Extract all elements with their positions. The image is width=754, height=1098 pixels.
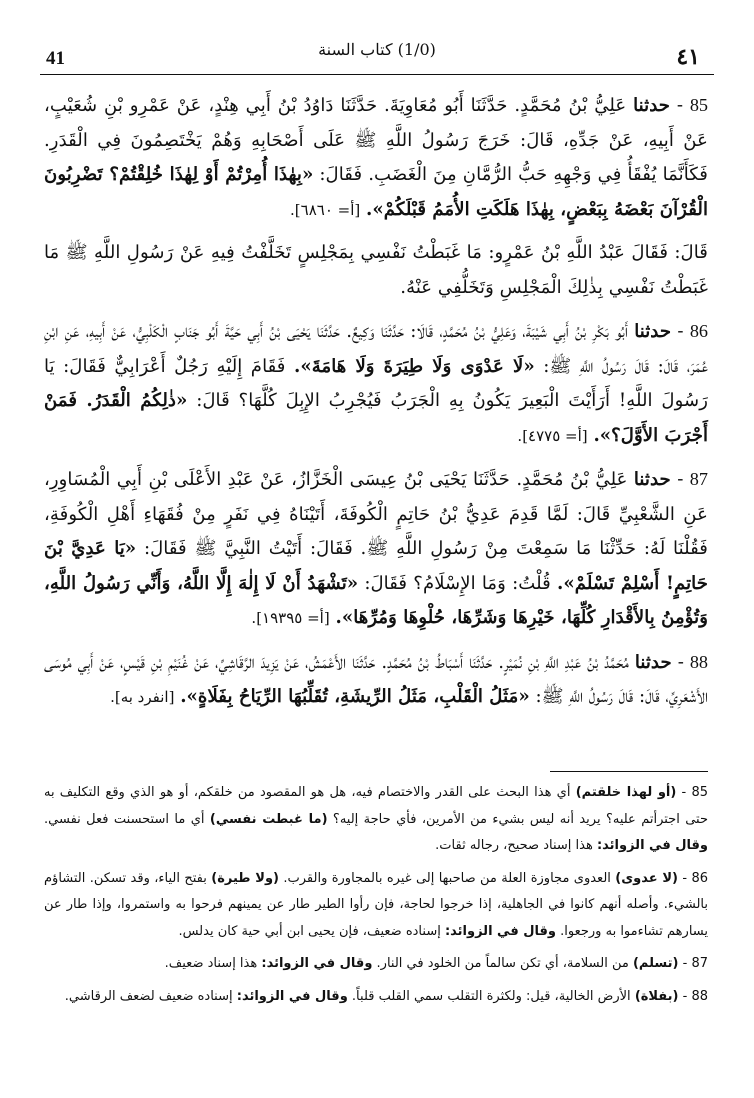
hadith-85-continuation [44, 236, 708, 305]
prophetic-quote: «تَشْهَدُ أَنْ لَا إِلٰهَ إِلَّا اللَّهُ، وَأَنِّي رَسُولُ اللَّهِ، وَتُؤْمِنُ بِالأَقْدَارِ كُلِّهَا، خَيْرِهَا وَشَرِّهَا، حُلْوِهَا وَمُرِّهَا». [44, 572, 708, 628]
footnote-number: 86 [691, 870, 708, 886]
footnote-text: أي ما استحسنت فعل نفسي. [44, 811, 205, 827]
page-number-arabic: ٤١ [676, 44, 700, 70]
footnote-86: 86 - (لا عدوى) العدوى مجاوزة العلة من صاحبها إلى غيره بالمجاورة والقرب. (ولا طيرة) بفتح الياء، وقد تسكن. التشاؤم بالشيء. وأصله أنهم كانوا في الجاهلية، إذا خرجوا لحاجة، فإن رأوا الطير طار عن يمينهم فرحوا به واستمروا، وإذا طار عن يسارهم تشاءموا به ورجعوا. وقال في الزوائد: إسناده ضعيف، فإن يحيى ابن أبي حية كان يدلس. [44, 870, 708, 939]
hadith-text: عَلِيُّ بْنُ مُحَمَّدٍ. حَدَّثَنَا يَحْيَى بْنُ عِيسَى الْخَزَّازُ، عَنْ عَبْدِ الأَعْلَى بْنِ أَبِي الْمُسَاوِرِ، عَنِ الشَّعْبِيِّ قَالَ: لَمَّا قَدِمَ عَدِيُّ بْنُ حَاتِمٍ الْكُوفَةَ، أَتَيْنَاهُ فِي نَفَرٍ مِنْ فُقَهَاءِ أَهْلِ الْكُوفَةِ، فَقُلْنَا لَهُ: حَدِّثْنَا مَا سَمِعْتَ مِنْ رَسُولِ اللَّهِ ﷺ. فَقَالَ: أَتَيْتُ النَّبِيَّ ﷺ فَقَالَ: [44, 469, 708, 559]
hadith-85: 85 - حدثنا عَلِيُّ بْنُ مُحَمَّدٍ. حَدَّثَنَا أَبُو مُعَاوِيَةَ. حَدَّثَنَا دَاوُدُ بْنُ أَبِي هِنْدٍ، عَنْ عَمْرِو بْنِ شُعَيْبٍ، عَنْ أَبِيهِ، عَنْ جَدِّهِ، قَالَ: خَرَجَ رَسُولُ اللَّهِ ﷺ عَلَى أَصْحَابِهِ وَهُمْ يَخْتَصِمُونَ فِي الْقَدَرِ. فَكَأَنَّمَا يُفْقَأُ فِي وَجْهِهِ حَبُّ الرُّمَّانِ مِنَ الْغَضَبِ. فَقَالَ: «بِهٰذَا أُمِرْتُمْ أَوْ لِهٰذَا خُلِقْتُمْ؟ تَضْرِبُونَ الْقُرْآنَ بَعْضَهُ بِبَعْضٍ، بِهٰذَا هَلَكَتِ الأُمَمُ قَبْلَكُمْ». [أ= ٦٨٦٠]. [44, 95, 708, 220]
hadith-body [44, 88, 708, 724]
footnote-term: (ما غبطت نفسي) [209, 811, 328, 827]
prophetic-quote: «ذٰلِكُمُ الْقَدَرُ. فَمَنْ أَجْرَبَ الأَوَّلَ؟». [44, 390, 708, 446]
hadith-reference: [أ= ١٩٣٩٥]. [251, 609, 330, 627]
hadith-lead: حدثنا [634, 321, 672, 342]
footnotes [44, 780, 708, 1016]
footnote-number: 85 [691, 785, 708, 800]
footnote-zawaid-label: وقال في الزوائد: [444, 923, 556, 939]
hadith-number: 88 [689, 651, 708, 672]
prophetic-quote: «لَا عَدْوَى وَلَا طِيَرَةَ وَلَا هَامَةَ». [294, 355, 535, 377]
page-header [40, 34, 714, 75]
hadith-text: عَلِيُّ بْنُ مُحَمَّدٍ. حَدَّثَنَا أَبُو مُعَاوِيَةَ. حَدَّثَنَا دَاوُدُ بْنُ أَبِي هِنْدٍ، عَنْ عَمْرِو بْنِ شُعَيْبٍ، عَنْ أَبِيهِ، عَنْ جَدِّهِ، قَالَ: خَرَجَ رَسُولُ اللَّهِ ﷺ عَلَى أَصْحَابِهِ وَهُمْ يَخْتَصِمُونَ فِي الْقَدَرِ. فَكَأَنَّمَا يُفْقَأُ فِي وَجْهِهِ حَبُّ الرُّمَّانِ مِنَ الْغَضَبِ. فَقَالَ: [44, 95, 708, 185]
footnote-zawaid-label: وقال في الزوائد: [596, 838, 708, 853]
hadith-lead: حدثنا [634, 651, 672, 673]
footnote-term: (تسلم) [632, 956, 679, 971]
prophetic-quote: «مَثَلُ الْقَلْبِ، مَثَلُ الرِّيشَةِ، تُقَلِّبُهَا الرِّيَاحُ بِفَلَاةٍ». [180, 686, 530, 707]
footnote-text: من السلامة، أي تكن سالماً من الخلود في النار. [376, 956, 629, 971]
footnote-88: 88 - (بفلاة) الأرض الخالية، قيل: ولكثرة التقلب سمي القلب قلباً. وقال في الزوائد: إسناده ضعيف لضعف الرقاشي. [64, 988, 708, 1004]
footnote-text: العدوى مجاوزة العلة من صاحبها إلى غيره بالمجاورة والقرب. [283, 870, 611, 886]
footnote-text: إسناده ضعيف لضعف الرقاشي. [64, 988, 233, 1004]
hadith-text: فَقَامَ إِلَيْهِ رَجُلٌ أَعْرَابِيٌّ فَقَالَ: يَا رَسُولَ اللَّهِ! أَرَأَيْتَ الْبَعِيرَ يَكُونُ بِهِ الْجَرَبُ فَيُجْرِبُ الإِبِلَ كُلَّهَا؟ قَالَ: [44, 355, 708, 411]
hadith-text: مُحَمَّدُ بْنُ عَبْدِ اللَّهِ بْنِ نُمَيْرٍ. حَدَّثَنَا أَسْبَاطُ بْنُ مُحَمَّدٍ. حَدَّثَنَا الأَعْمَشُ، عَنْ يَزِيدَ الرَّقَاشِيِّ، عَنْ غُنَيْمِ بْنِ قَيْسٍ، عَنْ أَبِي مُوسَى الأَشْعَرِيِّ، قَالَ: قَالَ رَسُولُ اللَّهِ ﷺ: [44, 651, 708, 707]
footnote-term: (أو لهذا خلقتم) [575, 785, 677, 800]
footnote-term: (ولا طيرة) [211, 870, 279, 886]
prophetic-quote: «يَا عَدِيَّ بْنَ حَاتِمٍ! أَسْلِمْ تَسْلَمْ». [44, 538, 708, 594]
footnote-separator [550, 771, 708, 772]
hadith-88: 88 - حدثنا مُحَمَّدُ بْنُ عَبْدِ اللَّهِ بْنِ نُمَيْرٍ. حَدَّثَنَا أَسْبَاطُ بْنُ مُحَمَّدٍ. حَدَّثَنَا الأَعْمَشُ، عَنْ يَزِيدَ الرَّقَاشِيِّ، عَنْ غُنَيْمِ بْنِ قَيْسٍ، عَنْ أَبِي مُوسَى الأَشْعَرِيِّ، قَالَ: قَالَ رَسُولُ اللَّهِ ﷺ: «مَثَلُ الْقَلْبِ، مَثَلُ الرِّيشَةِ، تُقَلِّبُهَا الرِّيَاحُ بِفَلَاةٍ». [انفرد به]. [44, 651, 708, 707]
footnote-text: هذا إسناد صحيح، رجاله ثقات. [435, 838, 593, 853]
footnote-87: 87 - (تسلم) من السلامة، أي تكن سالماً من الخلود في النار. وقال في الزوائد: هذا إسناد ضعيف. [164, 956, 708, 971]
footnote-term: (بفلاة) [634, 988, 679, 1004]
running-title: (1/0) كتاب السنة [318, 40, 436, 59]
hadith-reference: [أ= ٦٨٦٠]. [290, 200, 361, 219]
hadith-number: 87 [689, 469, 708, 489]
hadith-text: قَالَ: فَقَالَ عَبْدُ اللَّهِ بْنُ عَمْرٍو: مَا غَبَطْتُ نَفْسِي بِمَجْلِسٍ تَخَلَّفْتُ فِيهِ عَنْ رَسُولِ اللَّهِ ﷺ مَا غَبَطْتُ نَفْسِي بِذٰلِكَ الْمَجْلِسِ وَتَخَلُّفِي عَنْهُ. [44, 242, 708, 298]
footnote-text: أي هذا البحث على القدر والاختصام فيه، هل هو المقصود من خلقكم، أو هو الذي وقع التكليف به حتى اجترأتم عليه؟ يريد أنه ليس بشيء من الأمرين، فأي حاجة إليه؟ [44, 785, 709, 827]
footnote-text: إسناده ضعيف، فإن يحيى ابن أبي حية كان يدلس. [178, 923, 441, 939]
footnote-number: 87 [691, 956, 708, 971]
hadith-lead: حدثنا [633, 469, 671, 490]
hadith-87: 87 - حدثنا عَلِيُّ بْنُ مُحَمَّدٍ. حَدَّثَنَا يَحْيَى بْنُ عِيسَى الْخَزَّازُ، عَنْ عَبْدِ الأَعْلَى بْنِ أَبِي الْمُسَاوِرِ، عَنِ الشَّعْبِيِّ قَالَ: لَمَّا قَدِمَ عَدِيُّ بْنُ حَاتِمٍ الْكُوفَةَ، أَتَيْنَاهُ فِي نَفَرٍ مِنْ فُقَهَاءِ أَهْلِ الْكُوفَةِ، فَقُلْنَا لَهُ: حَدِّثْنَا مَا سَمِعْتَ مِنْ رَسُولِ اللَّهِ ﷺ. فَقَالَ: أَتَيْتُ النَّبِيَّ ﷺ فَقَالَ: «يَا عَدِيَّ بْنَ حَاتِمٍ! أَسْلِمْ تَسْلَمْ». قُلْتُ: وَمَا الإِسْلَامُ؟ فَقَالَ: «تَشْهَدُ أَنْ لَا إِلٰهَ إِلَّا اللَّهُ، وَأَنِّي رَسُولُ اللَّهِ، وَتُؤْمِنُ بِالأَقْدَارِ كُلِّهَا، خَيْرِهَا وَشَرِّهَا، حُلْوِهَا وَمُرِّهَا». [أ= ١٩٣٩٥]. [44, 469, 708, 628]
footnote-text: بفتح الياء، وقد تسكن. التشاؤم بالشيء. وأصله أنهم كانوا في الجاهلية، إذا خرجوا لحاجة، فإن رأوا الطير طار عن يمينهم فرحوا به واستمروا، وإذا طار عن يسارهم تشاءموا به ورجعوا. [44, 870, 708, 939]
hadith-number: 86 [689, 321, 708, 341]
page-number-latin: 41 [46, 48, 65, 69]
footnote-zawaid-label: وقال في الزوائد: [236, 988, 348, 1004]
hadith-text: أَبُو بَكْرِ بْنُ أَبِي شَيْبَةَ، وَعَلِيُّ بْنُ مُحَمَّدٍ، قَالَا: حَدَّثَنَا وَكِيعٌ. حَدَّثَنَا يَحْيَى بْنُ أَبِي حَيَّةَ أَبُو جَنَابٍ الْكَلْبِيُّ، عَنْ أَبِيهِ، عَنِ ابْنِ عُمَرَ، قَالَ: قَالَ رَسُولُ اللَّهِ ﷺ: [44, 321, 708, 377]
prophetic-quote: «بِهٰذَا أُمِرْتُمْ أَوْ لِهٰذَا خُلِقْتُمْ؟ تَضْرِبُونَ الْقُرْآنَ بَعْضَهُ بِبَعْضٍ، بِهٰذَا هَلَكَتِ الأُمَمُ قَبْلَكُمْ». [44, 164, 708, 220]
footnote-zawaid-label: وقال في الزوائد: [261, 956, 373, 971]
footnote-number: 88 [691, 988, 708, 1004]
hadith-text: قُلْتُ: وَمَا الإِسْلَامُ؟ فَقَالَ: [364, 572, 551, 594]
hadith-86: 86 - حدثنا أَبُو بَكْرِ بْنُ أَبِي شَيْبَةَ، وَعَلِيُّ بْنُ مُحَمَّدٍ، قَالَا: حَدَّثَنَا وَكِيعٌ. حَدَّثَنَا يَحْيَى بْنُ أَبِي حَيَّةَ أَبُو جَنَابٍ الْكَلْبِيُّ، عَنْ أَبِيهِ، عَنِ ابْنِ عُمَرَ، قَالَ: قَالَ رَسُولُ اللَّهِ ﷺ: «لَا عَدْوَى وَلَا طِيَرَةَ وَلَا هَامَةَ». فَقَامَ إِلَيْهِ رَجُلٌ أَعْرَابِيٌّ فَقَالَ: يَا رَسُولَ اللَّهِ! أَرَأَيْتَ الْبَعِيرَ يَكُونُ بِهِ الْجَرَبُ فَيُجْرِبُ الإِبِلَ كُلَّهَا؟ قَالَ: «ذٰلِكُمُ الْقَدَرُ. فَمَنْ أَجْرَبَ الأَوَّلَ؟». [أ= ٤٧٧٥]. [44, 321, 708, 446]
hadith-reference: [انفرد به]. [110, 688, 175, 706]
footnote-term: (لا عدوى) [615, 870, 678, 886]
footnote-85: 85 - (أو لهذا خلقتم) أي هذا البحث على القدر والاختصام فيه، هل هو المقصود من خلقكم، أو هو الذي وقع التكليف به حتى اجترأتم عليه؟ يريد أنه ليس بشيء من الأمرين، فأي حاجة إليه؟ (ما غبطت نفسي) أي ما استحسنت فعل نفسي. وقال في الزوائد: هذا إسناد صحيح، رجاله ثقات. [44, 785, 709, 853]
hadith-lead: حدثنا [633, 95, 670, 116]
footnote-text: هذا إسناد ضعيف. [164, 956, 258, 971]
hadith-reference: [أ= ٤٧٧٥]. [517, 426, 588, 445]
footnote-text: الأرض الخالية، قيل: ولكثرة التقلب سمي القلب قلباً. [351, 988, 631, 1004]
hadith-number: 85 [689, 95, 708, 115]
